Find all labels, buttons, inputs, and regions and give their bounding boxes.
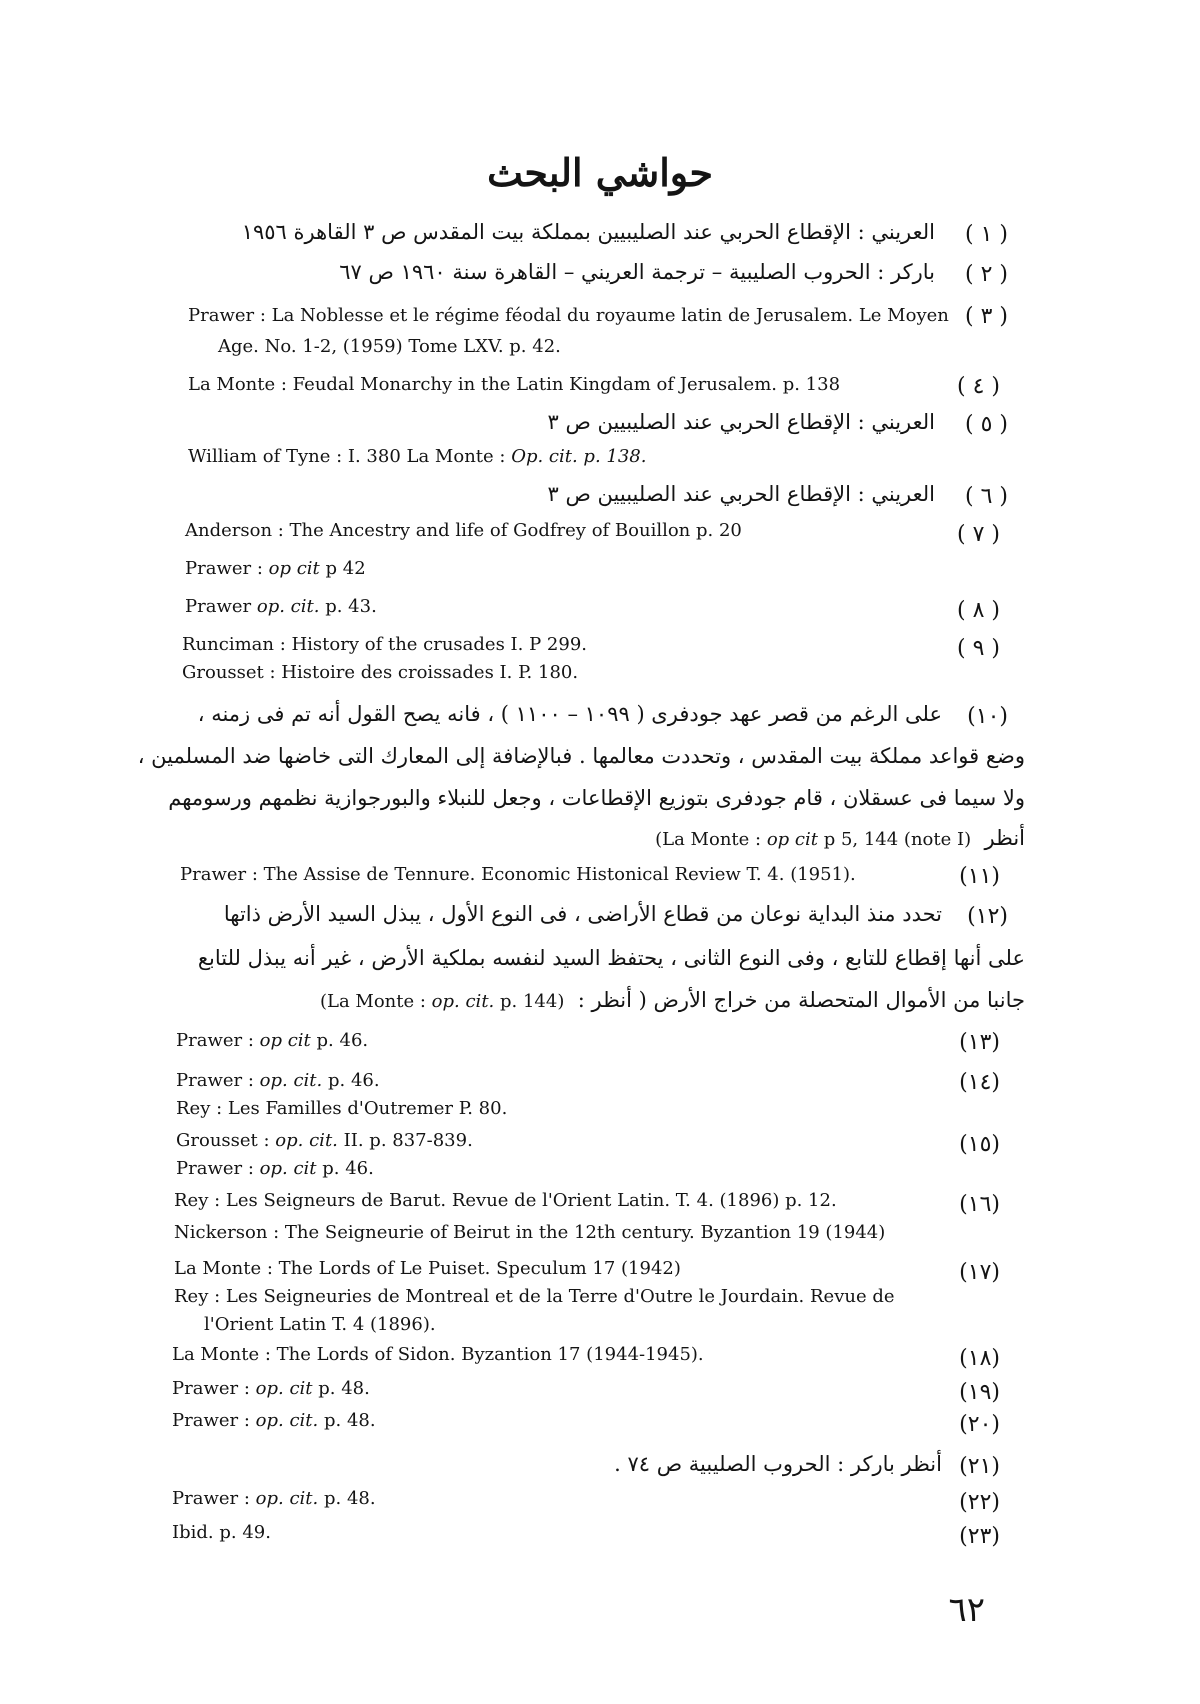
note-number: ( ٥ ): [965, 412, 1008, 437]
note-text-continued: أنظر (La Monte : op cit p 5, 144 (note I): [655, 826, 1025, 850]
note-text: Prawer : op cit p. 46.: [176, 1030, 369, 1051]
note-number: (١٢): [967, 904, 1008, 929]
note-text: العريني : الإقطاع الحربي عند الصليبيين بمملكة بيت المقدس ص ٣ القاهرة ١٩٥٦: [241, 220, 935, 244]
note-text-continued: Grousset : Histoire des croissades I. P. 180.: [182, 662, 579, 683]
note-text-continued: ولا سيما فى عسقلان ، قام جودفرى بتوزيع الإقطاعات ، وجعل للنبلاء والبورجوازية نظمهم ورسومهم: [168, 786, 1025, 810]
note-number: ( ٨ ): [957, 598, 1000, 623]
note-text: Prawer : op. cit. p. 46.: [176, 1070, 380, 1091]
note-text-continued: Nickerson : The Seigneurie of Beirut in the 12th century. Byzantion 19 (1944): [174, 1222, 886, 1243]
note-text: Prawer : op. cit. p. 48.: [172, 1410, 376, 1431]
note-number: (٢٠): [959, 1412, 1000, 1437]
note-text-continued: Rey : Les Seigneuries de Montreal et de la Terre d'Outre le Jourdain. Revue de: [174, 1286, 895, 1307]
page-number: ٦٢: [948, 1590, 985, 1630]
note-number: (١٧): [959, 1260, 1000, 1285]
note-number: (٢٣): [959, 1524, 1000, 1549]
note-text: Runciman : History of the crusades I. P 299.: [182, 634, 587, 655]
note-number: ( ١ ): [965, 222, 1008, 247]
note-text-continued: جانبا من الأموال المتحصلة من خراج الأرض ( أنظر : (La Monte : op. cit. p. 144): [319, 988, 1025, 1012]
note-number: (١١): [959, 864, 1000, 889]
note-text: Prawer : op. cit. p. 48.: [172, 1488, 376, 1509]
note-number: (١٨): [959, 1346, 1000, 1371]
note-text: Prawer : op. cit p. 48.: [172, 1378, 370, 1399]
note-text: Prawer : The Assise de Tennure. Economic Histonical Review T. 4. (1951).: [180, 864, 856, 885]
note-text: العريني : الإقطاع الحربي عند الصليبيين ص ٣: [547, 410, 935, 434]
note-text: La Monte : Feudal Monarchy in the Latin Kingdam of Jerusalem. p. 138: [188, 374, 841, 395]
note-text-continued: Age. No. 1-2, (1959) Tome LXV. p. 42.: [218, 336, 561, 357]
note-number: ( ٤ ): [957, 374, 1000, 399]
note-text: على الرغم من قصر عهد جودفرى ( ١٠٩٩ – ١١٠٠ ) ، فانه يصح القول أنه تم فى زمنه ،: [197, 702, 942, 726]
note-text: La Monte : The Lords of Sidon. Byzantion 17 (1944-1945).: [172, 1344, 704, 1365]
note-number: (٢٢): [959, 1490, 1000, 1515]
note-number: (١٣): [959, 1030, 1000, 1055]
note-text: Prawer op. cit. p. 43.: [185, 596, 377, 617]
note-text-continued: William of Tyne : I. 380 La Monte : Op. cit. p. 138.: [188, 446, 647, 467]
note-number: (١٤): [959, 1070, 1000, 1095]
note-number: (١٥): [959, 1132, 1000, 1157]
note-text-continued: Prawer : op cit p 42: [185, 558, 366, 579]
note-text: باركر : الحروب الصليبية – ترجمة العريني – القاهرة سنة ١٩٦٠ ص ٦٧: [339, 260, 935, 284]
note-text: Prawer : La Noblesse et le régime féodal du royaume latin de Jerusalem. Le Moyen: [188, 305, 949, 326]
note-number: ( ٦ ): [965, 484, 1008, 509]
note-text: Anderson : The Ancestry and life of Godfrey of Bouillon p. 20: [185, 520, 742, 541]
note-number: ( ٢ ): [965, 262, 1008, 287]
note-number: (١٠): [967, 704, 1008, 729]
note-text: Ibid. p. 49.: [172, 1522, 271, 1543]
note-number: ( ٣ ): [965, 304, 1008, 329]
note-text: Grousset : op. cit. II. p. 837-839.: [176, 1130, 473, 1151]
note-number: ( ٩ ): [957, 636, 1000, 661]
note-text-continued: على أنها إقطاع للتابع ، وفى النوع الثانى ، يحتفظ السيد لنفسه بملكية الأرض ، غير أنه يبذل للتابع: [197, 946, 1025, 970]
note-text-continued: Prawer : op. cit p. 46.: [176, 1158, 374, 1179]
note-number: (١٩): [959, 1380, 1000, 1405]
note-text: تحدد منذ البداية نوعان من قطاع الأراضى ، فى النوع الأول ، يبذل السيد الأرض ذاتها: [223, 902, 942, 926]
note-text: La Monte : The Lords of Le Puiset. Speculum 17 (1942): [174, 1258, 681, 1279]
note-text-continued: l'Orient Latin T. 4 (1896).: [204, 1314, 436, 1335]
page-title: حواشي البحث: [487, 150, 713, 195]
note-text: العريني : الإقطاع الحربي عند الصليبيين ص ٣: [547, 482, 935, 506]
note-number: ( ٧ ): [957, 522, 1000, 547]
note-number: (٢١): [959, 1454, 1000, 1479]
note-text-continued: Rey : Les Familles d'Outremer P. 80.: [176, 1098, 508, 1119]
note-number: (١٦): [959, 1192, 1000, 1217]
note-text-continued: وضع قواعد مملكة بيت المقدس ، وتحددت معالمها . فبالإضافة إلى المعارك التى خاضها ضد المسلمين ،: [137, 744, 1025, 768]
note-text: Rey : Les Seigneurs de Barut. Revue de l'Orient Latin. T. 4. (1896) p. 12.: [174, 1190, 837, 1211]
note-text: أنظر باركر : الحروب الصليبية ص ٧٤ .: [614, 1452, 942, 1476]
